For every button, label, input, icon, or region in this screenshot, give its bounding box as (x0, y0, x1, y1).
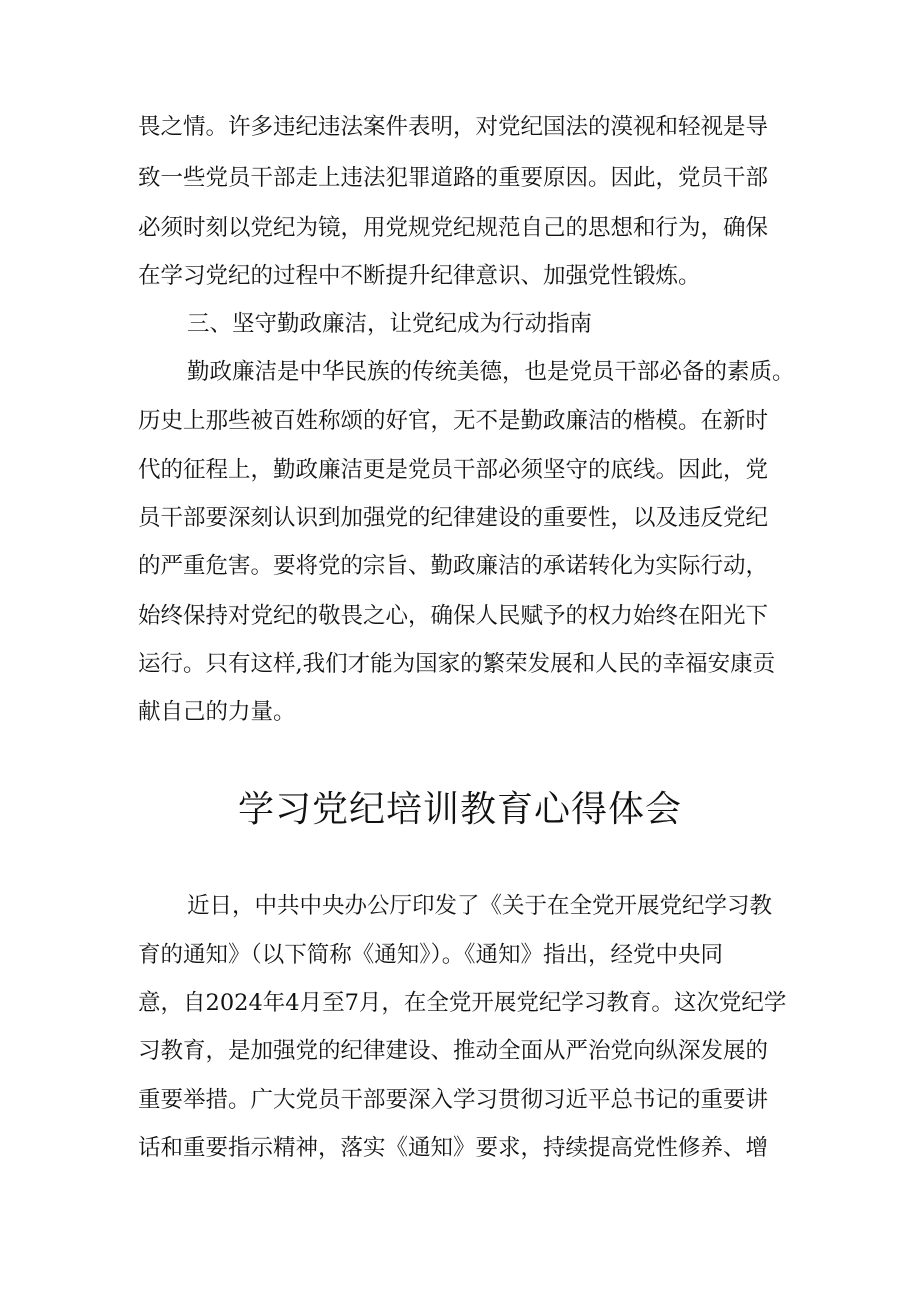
text-line: 运行。只有这样,我们才能为国家的繁荣发展和人民的幸福安康贡 (138, 651, 776, 677)
text-line: 勤政廉洁是中华民族的传统美德，也是党员干部必备的素质。 (187, 359, 795, 385)
section-heading: 三、坚守勤政廉洁，让党纪成为行动指南 (187, 311, 593, 337)
document-title: 学习党纪培训教育心得体会 (237, 789, 682, 830)
text-line: 意，自2024年4月至7月，在全党开展党纪学习教育。这次党纪学 (138, 990, 787, 1016)
text-line: 话和重要指示精神，落实《通知》要求，持续提高党性修养、增 (138, 1135, 769, 1161)
text-line: 育的通知》（以下简称《通知》）。《通知》指出，经党中央同 (138, 942, 724, 968)
text-line: 习教育，是加强党的纪律建设、推动全面从严治党向纵深发展的 (138, 1038, 769, 1064)
text-line: 历史上那些被百姓称颂的好官，无不是勤政廉洁的楷模。在新时 (138, 408, 769, 434)
text-line: 献自己的力量。 (138, 699, 296, 725)
text-line: 代的征程上，勤政廉洁更是党员干部必须坚守的底线。因此，党 (138, 457, 769, 483)
text-line: 的严重危害。要将党的宗旨、勤政廉洁的承诺转化为实际行动， (138, 553, 769, 579)
text-line: 必须时刻以党纪为镜，用党规党纪规范自己的思想和行为，确保 (138, 215, 769, 241)
text-line: 致一些党员干部走上违法犯罪道路的重要原因。因此，党员干部 (138, 165, 769, 191)
text-line: 畏之情。许多违纪违法案件表明，对党纪国法的漠视和轻视是导 (138, 114, 769, 140)
text-line: 在学习党纪的过程中不断提升纪律意识、加强党性锻炼。 (138, 263, 701, 289)
text-line: 重要举措。广大党员干部要深入学习贯彻习近平总书记的重要讲 (138, 1087, 769, 1113)
text-line: 始终保持对党纪的敬畏之心，确保人民赋予的权力始终在阳光下 (138, 603, 769, 629)
text-line: 近日，中共中央办公厅印发了《关于在全党开展党纪学习教 (187, 893, 773, 919)
text-line: 员干部要深刻认识到加强党的纪律建设的重要性，以及违反党纪 (138, 505, 769, 531)
